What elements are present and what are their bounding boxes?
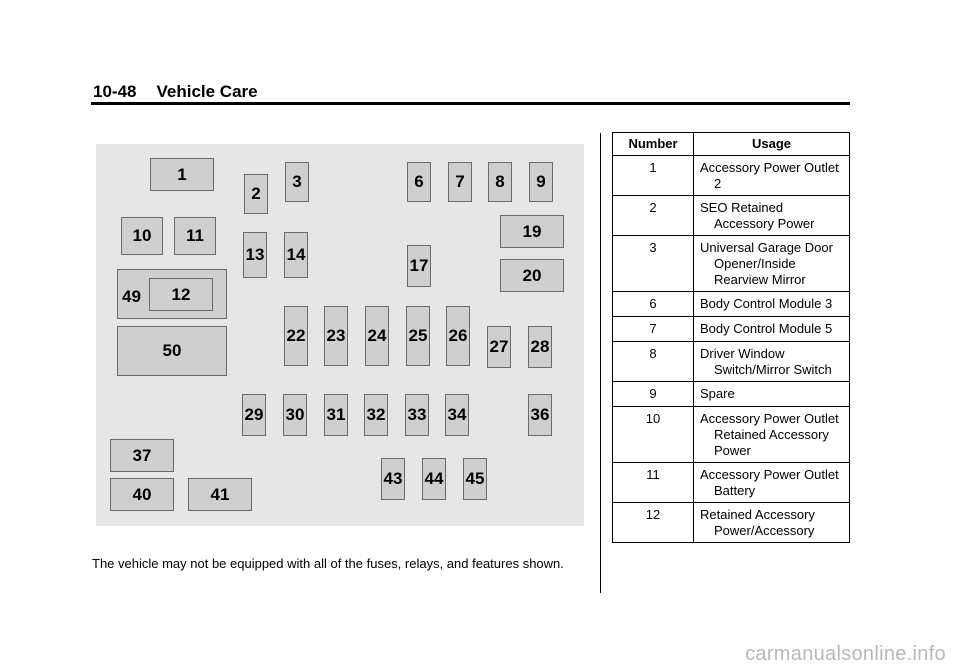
header-usage: Usage (694, 133, 850, 156)
row-usage (694, 407, 850, 463)
fuse-26: 26 (446, 306, 470, 366)
header-number: Number (613, 133, 694, 156)
fuse-31: 31 (324, 394, 348, 436)
row-usage (694, 382, 850, 407)
row-usage-text: Universal Garage Door Opener/Inside Rearview Mirror (700, 240, 833, 287)
fuse-27: 27 (487, 326, 511, 368)
fuse-9: 9 (529, 162, 553, 202)
fuse-37: 37 (110, 439, 174, 472)
row-number: 6 (613, 292, 694, 317)
fuse-6: 6 (407, 162, 431, 202)
watermark: carmanualsonline.info (745, 643, 946, 665)
table-row (613, 292, 850, 317)
table-row (613, 463, 850, 503)
row-usage-text: SEO Retained Accessory Power (700, 200, 815, 231)
fuse-49: 49 (122, 287, 141, 306)
row-number: 11 (613, 463, 694, 503)
fuse-25: 25 (406, 306, 430, 366)
fuse-32: 32 (364, 394, 388, 436)
page-header (93, 82, 258, 102)
equipment-note: The vehicle may not be equipped with all of the fuses, relays, and features shown. (92, 556, 564, 571)
fuse-12: 12 (149, 278, 213, 311)
fuse-44: 44 (422, 458, 446, 500)
row-number: 2 (613, 196, 694, 236)
header-rule (91, 102, 850, 105)
fuse-13: 13 (243, 232, 267, 278)
row-usage-text: Retained Accessory Power/Accessory (700, 507, 815, 538)
row-usage (694, 236, 850, 292)
row-number: 10 (613, 407, 694, 463)
row-number: 3 (613, 236, 694, 292)
row-usage-text: Driver Window Switch/Mirror Switch (700, 346, 832, 377)
row-usage-text: Spare (700, 386, 735, 401)
fuse-40: 40 (110, 478, 174, 511)
row-usage-text: Accessory Power Outlet 2 (700, 160, 839, 191)
fuse-28: 28 (528, 326, 552, 368)
fuse-19: 19 (500, 215, 564, 248)
row-usage (694, 317, 850, 342)
table-row (613, 196, 850, 236)
fuse-33: 33 (405, 394, 429, 436)
fuse-8: 8 (488, 162, 512, 202)
table-row (613, 236, 850, 292)
fuse-23: 23 (324, 306, 348, 366)
row-usage (694, 503, 850, 543)
row-number: 1 (613, 156, 694, 196)
row-usage (694, 463, 850, 503)
fuse-30: 30 (283, 394, 307, 436)
fuse-29: 29 (242, 394, 266, 436)
row-usage-text: Body Control Module 3 (700, 296, 833, 311)
row-number: 8 (613, 342, 694, 382)
fuse-14: 14 (284, 232, 308, 278)
row-number: 12 (613, 503, 694, 543)
row-usage-text: Accessory Power Outlet Battery (700, 467, 839, 498)
fuse-17: 17 (407, 245, 431, 287)
fuse-36: 36 (528, 394, 552, 436)
row-usage-text: Accessory Power Outlet Retained Accessory Power (700, 411, 839, 458)
table-row (613, 382, 850, 407)
table-row (613, 342, 850, 382)
row-usage (694, 156, 850, 196)
table-row (613, 407, 850, 463)
fuse-block-diagram (96, 144, 584, 526)
row-usage-text: Body Control Module 5 (700, 321, 833, 336)
fuse-34: 34 (445, 394, 469, 436)
page-number: 10-48 (93, 82, 137, 101)
fuse-20: 20 (500, 259, 564, 292)
fuse-50: 50 (117, 326, 227, 376)
fuse-usage-table (612, 132, 850, 543)
fuse-1: 1 (150, 158, 214, 191)
table-row (613, 317, 850, 342)
section-title: Vehicle Care (156, 82, 258, 101)
row-usage (694, 196, 850, 236)
fuse-3: 3 (285, 162, 309, 202)
row-usage (694, 342, 850, 382)
fuse-7: 7 (448, 162, 472, 202)
table-row (613, 156, 850, 196)
fuse-22: 22 (284, 306, 308, 366)
column-divider (600, 133, 601, 593)
fuse-43: 43 (381, 458, 405, 500)
row-number: 7 (613, 317, 694, 342)
fuse-2: 2 (244, 174, 268, 214)
table-row (613, 503, 850, 543)
fuse-41: 41 (188, 478, 252, 511)
fuse-10: 10 (121, 217, 163, 255)
fuse-24: 24 (365, 306, 389, 366)
fuse-11: 11 (174, 217, 216, 255)
row-number: 9 (613, 382, 694, 407)
table-header-row (613, 133, 850, 156)
row-usage (694, 292, 850, 317)
fuse-45: 45 (463, 458, 487, 500)
